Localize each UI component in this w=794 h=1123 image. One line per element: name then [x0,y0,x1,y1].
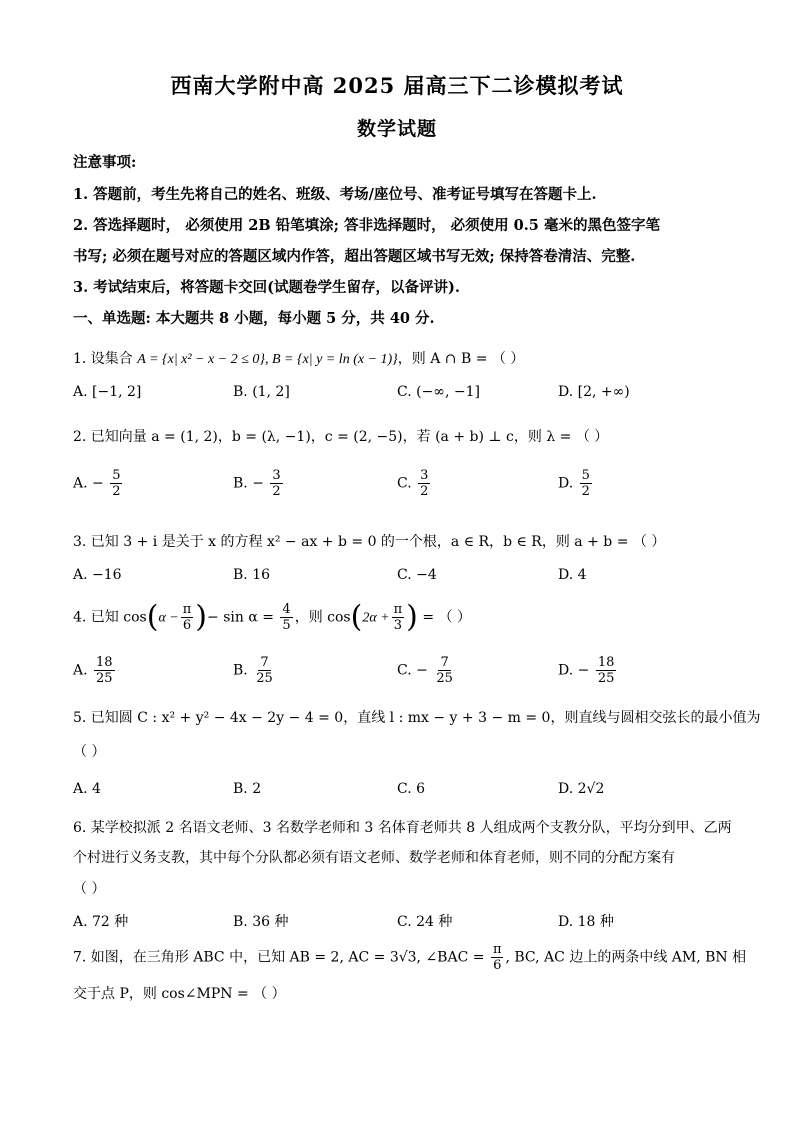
q4-f2-num: 4 [282,602,291,617]
q6-line-2: 个村进行义务支教，其中每个分队都必须有语文老师、数学老师和体育老师，则不同的分配方案有 [73,850,675,866]
q1-set-b: , B = {x| y = ln (x − 1)} [264,352,398,367]
q6-option-d: D. 18 种 [558,914,614,930]
q1-option-b: B. (1, 2] [233,384,290,400]
q4-two-alpha: 2α + [362,610,390,626]
q2-option-c [397,468,432,499]
note-3: 3. 考试结束后，将答题卡交回(试题卷学生留存，以备评讲). [73,279,460,296]
q4-suffix: = （ ） [417,609,471,626]
exam-subtitle: 数学试题 [356,118,437,140]
q4-frac-3 [392,602,405,633]
q4-c-label: C. [397,662,412,679]
q4-f2-den: 5 [282,618,291,633]
question-1 [73,348,524,368]
q2-b-num: 3 [272,468,281,483]
q2-b-fraction [270,468,282,499]
note-2: 2. 答选择题时， 必须使用 2B 铅笔填涂; 答非选择题时， 必须使用 0.5 毫米的黑色签字笔 [73,217,660,234]
q2-d-label: D. [558,475,574,492]
q4-d-fraction [596,655,617,686]
q7-fraction [491,942,504,973]
q4-d-den: 25 [597,671,615,686]
q4-f1-num: π [182,602,192,617]
q4-option-a [73,655,117,686]
q2-a-fraction [110,468,122,499]
q4-option-c [397,655,457,686]
q1-option-a: A. [−1, 2] [73,384,142,400]
q5-answer-paren: （ ） [73,744,106,760]
q1-prefix: 1. 设集合 [73,351,133,367]
q2-c-den: 2 [420,484,429,499]
q4-a-fraction [94,655,115,686]
q4-option-b [233,655,277,686]
q5-option-d: D. 2√2 [558,781,605,797]
q2-a-den: 2 [112,484,121,499]
exam-title: 西南大学附中高 2025 届高三下二诊模拟考试 [170,73,624,98]
q2-option-a [73,468,124,499]
note-1: 1. 答题前，考生先将自己的姓名、班级、考场/座位号、准考证号填写在答题卡上. [73,186,597,203]
q2-d-fraction [580,468,592,499]
q7-f-den: 6 [493,958,502,973]
q4-d-num: 18 [597,655,615,670]
q6-option-a: A. 72 种 [73,914,129,930]
note-2-cont: 书写; 必须在题号对应的答题区域内作答，超出答题区域书写无效; 保持答卷清洁、完整. [73,248,636,265]
q4-cos-1: cos [123,609,147,626]
q1-suffix: ，则 A ∩ B = （ ） [397,351,525,367]
question-7 [73,942,746,973]
q4-c-den: 25 [436,671,453,686]
q2-a-sign: − [92,475,104,492]
q1-option-d: D. [2, +∞) [558,384,630,400]
q3-option-b: B. 16 [233,567,271,583]
q5-option-c: C. 6 [397,781,426,797]
q2-a-label: A. [73,475,88,492]
q4-a-den: 25 [96,671,113,686]
q4-a-num: 18 [96,655,113,670]
q4-paren-close-1: ) [195,599,208,635]
q4-cos-2: ，则 cos [294,609,351,626]
q4-alpha: α − [158,610,179,626]
q7-f-num: π [492,942,502,957]
q2-d-den: 2 [581,484,590,499]
q4-option-d [558,655,618,686]
q1-set-a: A = {x| x² − x − 2 ≤ 0} [137,352,265,367]
q2-option-d [558,468,594,499]
q1-option-c: C. (−∞, −1] [397,384,480,400]
q2-b-label: B. [233,475,248,492]
q4-f3-den: 3 [393,618,403,633]
q2-c-num: 3 [420,468,429,483]
q6-option-b: B. 36 种 [233,914,289,930]
q7-line-1b: , BC, AC 边上的两条中线 AM, BN 相 [505,949,747,966]
q4-b-fraction [254,655,275,686]
q6-option-c: C. 24 种 [397,914,453,930]
q7-line-1a: 7. 如图，在三角形 ABC 中，已知 AB = 2, AC = 3√3, ∠BAC = [73,949,489,966]
q4-b-den: 25 [256,671,273,686]
q4-f3-num: π [393,602,403,617]
question-3: 3. 已知 3 + i 是关于 x 的方程 x² − ax + b = 0 的一个根，a ∈ R，b ∈ R，则 a + b = （ ） [73,534,666,550]
q5-option-b: B. 2 [233,781,262,797]
question-6: 6. 某学校拟派 2 名语文老师、3 名数学老师和 3 名体育老师共 8 人组成两个支教分队，平均分到甲、乙两 [73,820,732,836]
q4-paren-close-2: ) [406,599,418,635]
q4-paren-open-2: ( [350,599,363,635]
question-2: 2. 已知向量 a = (1, 2)，b = (λ, −1)，c = (2, −5)，若 (a + b) ⊥ c，则 λ = （ ） [73,429,609,445]
q4-d-label: D. [558,662,574,679]
q4-prefix: 4. 已知 [73,609,119,626]
q3-option-a: A. −16 [73,567,122,583]
q4-b-num: 7 [260,655,269,670]
q4-f1-den: 6 [182,618,192,633]
q5-option-a: A. 4 [73,781,101,797]
q3-option-c: C. −4 [397,567,437,583]
q2-b-den: 2 [272,484,281,499]
q7-line-2: 交于点 P，则 cos∠MPN = （ ） [73,986,286,1002]
q6-answer-paren: （ ） [73,881,106,897]
q4-paren-open-1: ( [146,599,159,635]
notes-heading: 注意事项: [73,154,137,171]
q4-c-fraction [434,655,455,686]
q4-frac-1 [181,602,194,633]
q3-option-d: D. 4 [558,567,587,583]
question-5: 5. 已知圆 C : x² + y² − 4x − 2y − 4 = 0，直线 l : mx − y + 3 − m = 0，则直线与圆相交弦长的最小值为 [73,710,761,726]
q4-sin: − sin α = [207,609,279,626]
q4-d-sign: − [577,662,590,679]
q4-c-num: 7 [440,655,449,670]
section-heading: 一、单选题: 本大题共 8 小题，每小题 5 分，共 40 分. [73,310,435,327]
q2-option-b [233,468,285,499]
q2-c-fraction [418,468,430,499]
q4-frac-2 [280,602,292,633]
q2-a-num: 5 [112,468,121,483]
q2-b-sign: − [252,475,264,492]
question-4 [73,599,471,635]
q2-c-label: C. [397,475,412,492]
q4-a-label: A. [73,662,88,679]
q4-c-sign: − [416,662,428,679]
q4-b-label: B. [233,662,248,679]
q2-d-num: 5 [581,468,590,483]
